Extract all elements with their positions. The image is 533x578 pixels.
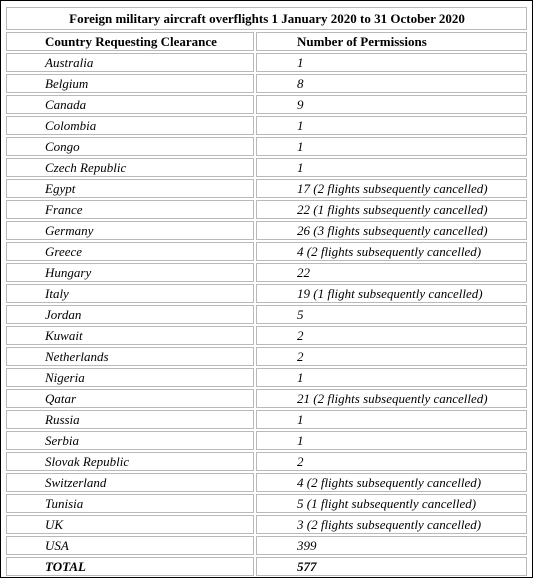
permissions-cell: 19 (1 flight subsequently cancelled) <box>256 284 527 303</box>
country-cell: Tunisia <box>6 494 254 513</box>
table-row <box>6 368 527 387</box>
permissions-cell: 1 <box>256 53 527 72</box>
total-row <box>6 557 527 576</box>
country-cell: Qatar <box>6 389 254 408</box>
country-cell: Congo <box>6 137 254 156</box>
country-cell: USA <box>6 536 254 555</box>
permissions-cell: 22 (1 flights subsequently cancelled) <box>256 200 527 219</box>
table-row <box>6 284 527 303</box>
table-row <box>6 536 527 555</box>
permissions-cell: 1 <box>256 158 527 177</box>
permissions-cell: 4 (2 flights subsequently cancelled) <box>256 473 527 492</box>
permissions-cell: 399 <box>256 536 527 555</box>
country-cell: Germany <box>6 221 254 240</box>
table-row <box>6 515 527 534</box>
table-row <box>6 431 527 450</box>
permissions-cell: 3 (2 flights subsequently cancelled) <box>256 515 527 534</box>
country-cell: Czech Republic <box>6 158 254 177</box>
country-cell: Jordan <box>6 305 254 324</box>
country-cell: Canada <box>6 95 254 114</box>
permissions-cell: 2 <box>256 326 527 345</box>
country-cell: Serbia <box>6 431 254 450</box>
table-row <box>6 305 527 324</box>
table-title-row <box>6 7 527 30</box>
table-row <box>6 326 527 345</box>
country-cell: Colombia <box>6 116 254 135</box>
country-cell: Australia <box>6 53 254 72</box>
permissions-cell: 9 <box>256 95 527 114</box>
country-cell: Russia <box>6 410 254 429</box>
table-row <box>6 473 527 492</box>
table-row <box>6 242 527 261</box>
country-cell: Slovak Republic <box>6 452 254 471</box>
country-cell: Nigeria <box>6 368 254 387</box>
permissions-cell: 1 <box>256 410 527 429</box>
table-row <box>6 137 527 156</box>
country-cell: Hungary <box>6 263 254 282</box>
permissions-cell: 8 <box>256 74 527 93</box>
table-row <box>6 95 527 114</box>
table-row <box>6 347 527 366</box>
table-row <box>6 263 527 282</box>
country-cell: Netherlands <box>6 347 254 366</box>
country-cell: Italy <box>6 284 254 303</box>
permissions-cell: 1 <box>256 137 527 156</box>
permissions-cell: 1 <box>256 368 527 387</box>
column-header-permissions: Number of Permissions <box>256 32 527 51</box>
table-row <box>6 389 527 408</box>
overflights-table <box>4 5 529 578</box>
permissions-cell: 17 (2 flights subsequently cancelled) <box>256 179 527 198</box>
column-header-country: Country Requesting Clearance <box>6 32 254 51</box>
permissions-cell: 1 <box>256 116 527 135</box>
country-cell: Belgium <box>6 74 254 93</box>
permissions-cell: 21 (2 flights subsequently cancelled) <box>256 389 527 408</box>
table-row <box>6 158 527 177</box>
country-cell: France <box>6 200 254 219</box>
country-cell: Switzerland <box>6 473 254 492</box>
table-row <box>6 452 527 471</box>
permissions-cell: 4 (2 flights subsequently cancelled) <box>256 242 527 261</box>
table-row <box>6 494 527 513</box>
country-cell: Egypt <box>6 179 254 198</box>
table-row <box>6 221 527 240</box>
total-value: 577 <box>256 557 527 576</box>
country-cell: Greece <box>6 242 254 261</box>
permissions-cell: 26 (3 flights subsequently cancelled) <box>256 221 527 240</box>
table-row <box>6 53 527 72</box>
permissions-cell: 2 <box>256 347 527 366</box>
permissions-cell: 1 <box>256 431 527 450</box>
table-row <box>6 116 527 135</box>
table-header-row <box>6 32 527 51</box>
table-title: Foreign military aircraft overflights 1 January 2020 to 31 October 2020 <box>6 7 527 30</box>
country-cell: UK <box>6 515 254 534</box>
table-row <box>6 74 527 93</box>
permissions-cell: 22 <box>256 263 527 282</box>
total-label: TOTAL <box>6 557 254 576</box>
table-row <box>6 200 527 219</box>
permissions-cell: 2 <box>256 452 527 471</box>
country-cell: Kuwait <box>6 326 254 345</box>
table-row <box>6 179 527 198</box>
permissions-cell: 5 (1 flight subsequently cancelled) <box>256 494 527 513</box>
permissions-cell: 5 <box>256 305 527 324</box>
table-row <box>6 410 527 429</box>
